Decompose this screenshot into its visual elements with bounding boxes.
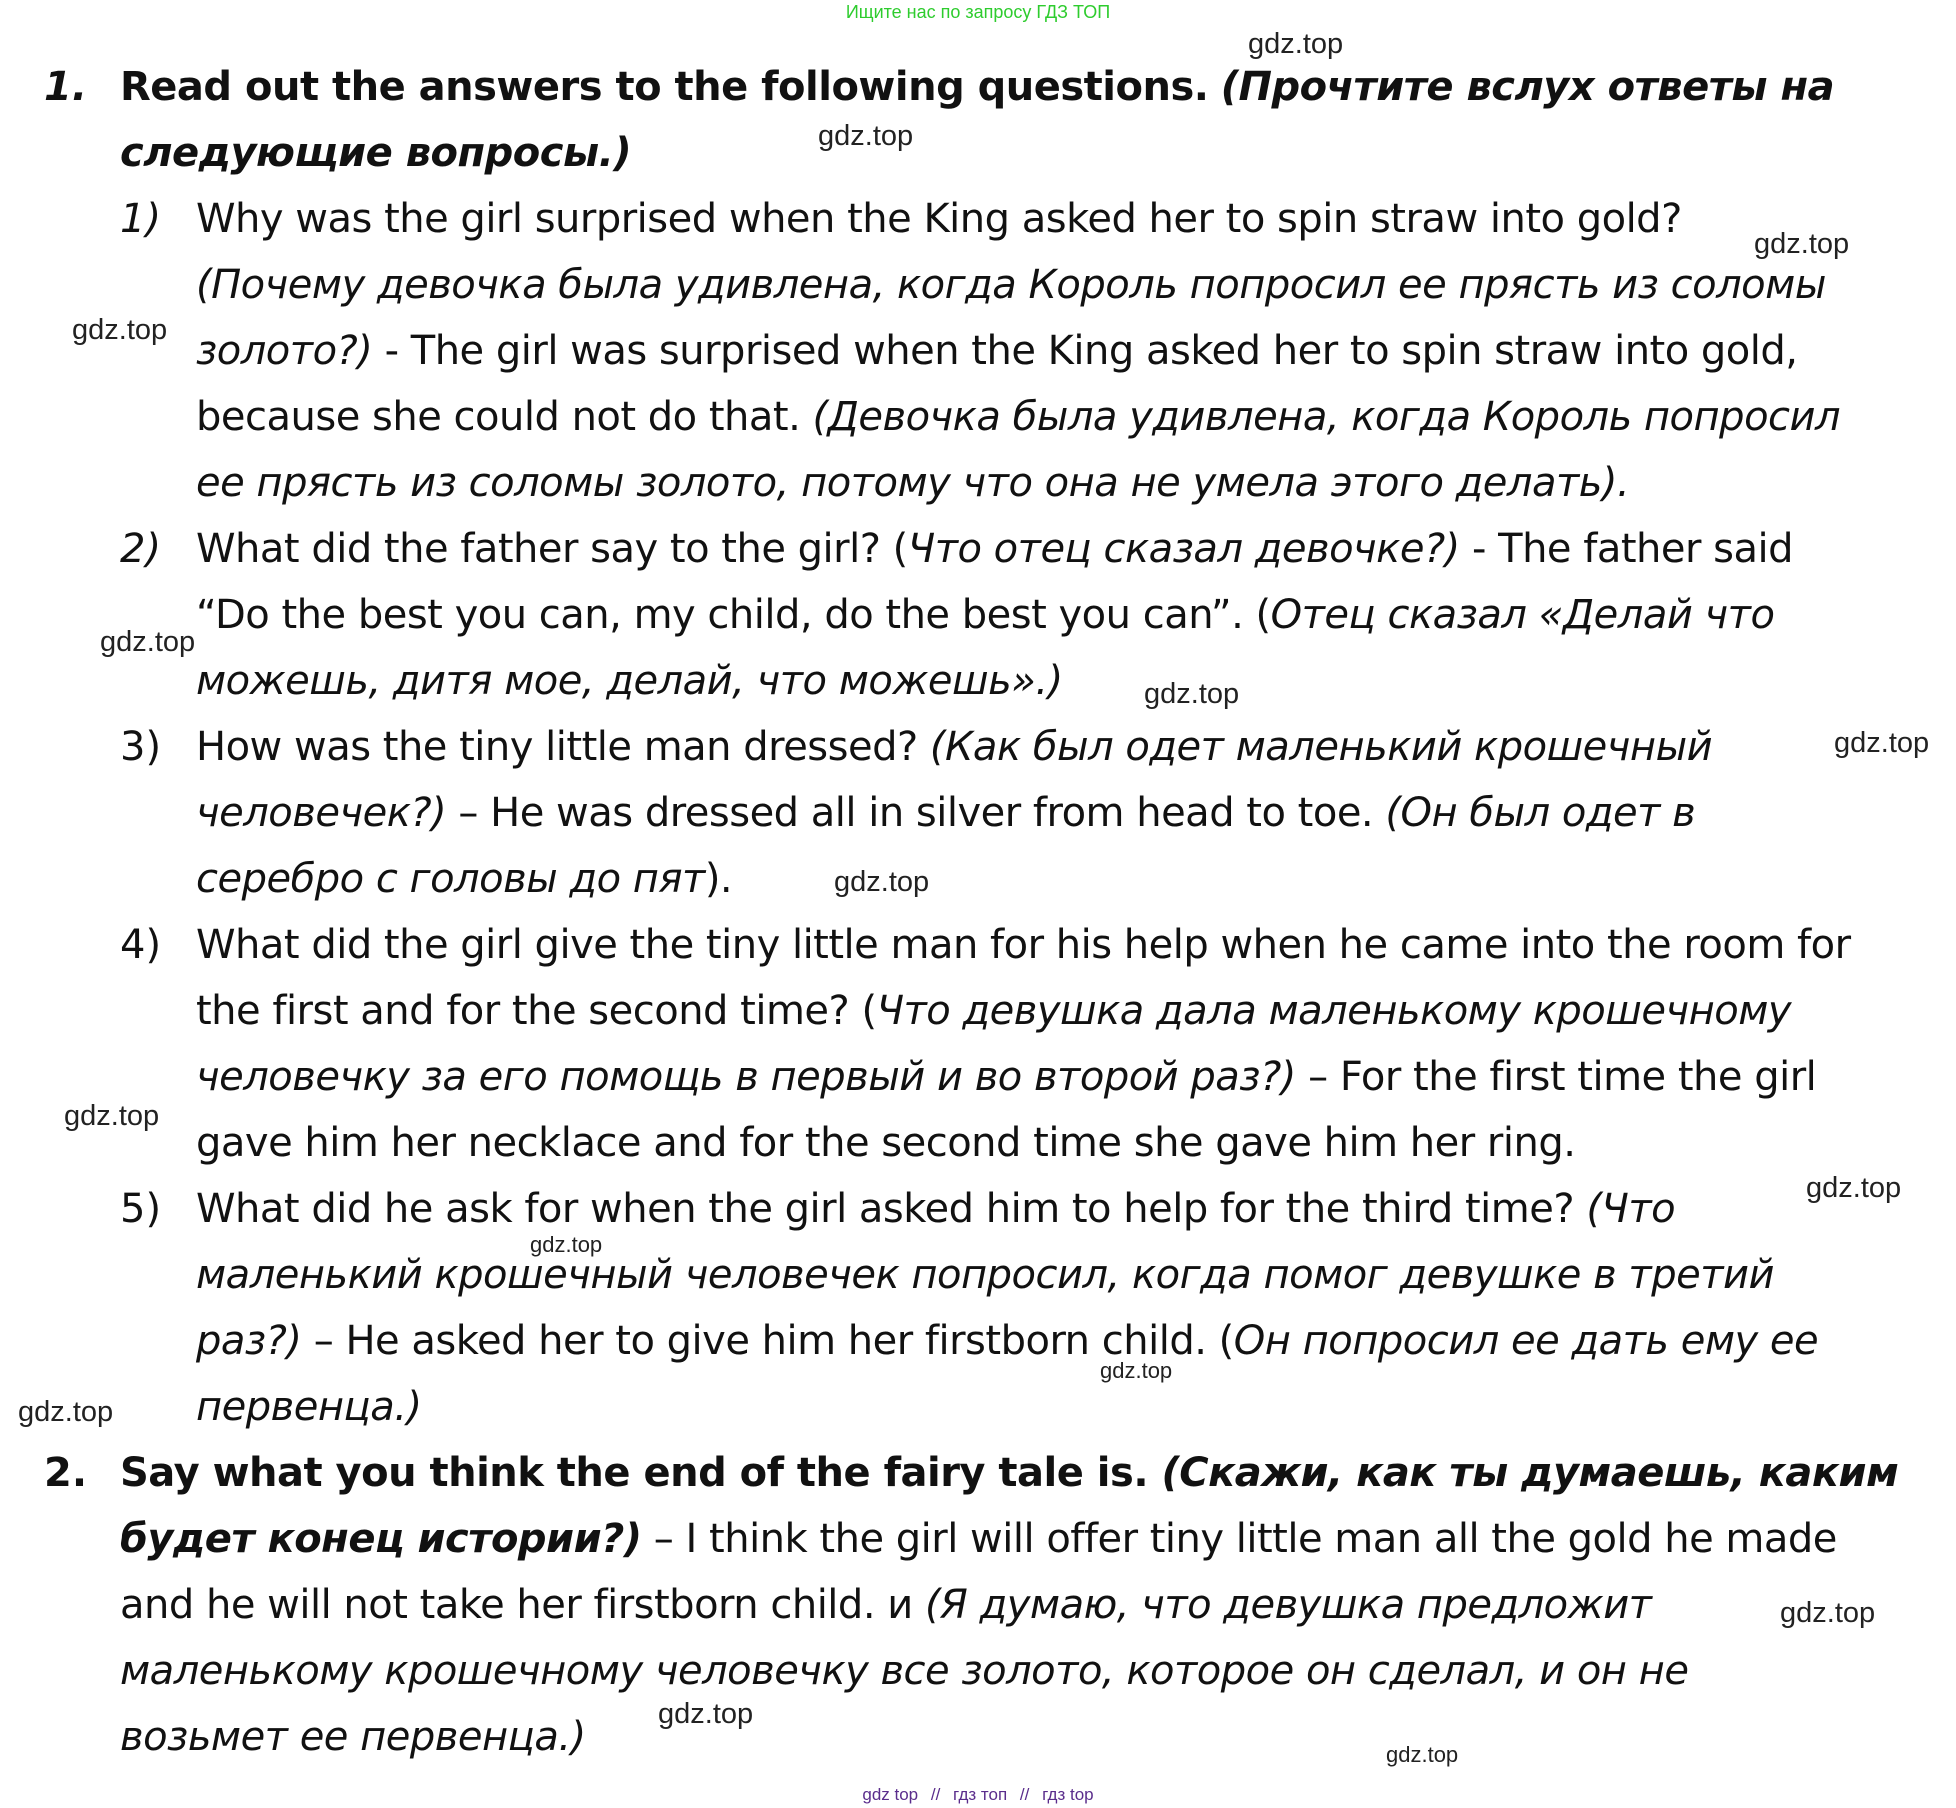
question-translation: (Как был одет маленький крошечный [929,724,1713,770]
watermark: gdz.top [72,314,168,346]
item-number: 3) [120,724,162,770]
item-number: 4) [120,922,162,968]
answer-translation: (Я думаю, что девушка предложит [924,1582,1652,1628]
answer-text: and he will not take her firstborn child. и [120,1582,925,1628]
question-translation: (Почему девочка была удивлена, когда Король попросил ее прясть из соломы [196,262,1826,308]
answer-line [120,1506,1837,1572]
top-banner: Ищите нас по запросу ГДЗ ТОП [845,2,1111,22]
answer-translation: маленькому крошечному человечку все золото, которое он сделал, и он не [120,1648,1689,1694]
task-title-en: Say what you think the end of the fairy tale is. [120,1450,1162,1496]
footer-link[interactable]: gdz top [862,1785,919,1804]
question-line [196,978,1791,1044]
task-title-ru: (Прочтите вслух ответы на [1220,64,1835,110]
footer-links [0,1785,1956,1805]
question-line [196,1176,1675,1242]
answer-text: - The girl was surprised when the King asked her to spin straw into gold, [372,328,1798,374]
answer-text: – For the first time the girl [1295,1054,1817,1100]
watermark: gdz.top [100,626,196,658]
question-translation: Что девушка дала маленькому крошечному [876,988,1792,1034]
watermark: gdz.top [64,1100,160,1132]
question-text: What did the father say to the girl? ( [196,526,908,572]
question-translation: маленький крошечный человечек попросил, когда помог девушке в третий [196,1252,1774,1298]
question-translation-end: золото?) [196,328,373,374]
answer-translation: (Он был одет в [1385,790,1696,836]
question-line [196,516,1793,582]
question-text: How was the tiny little man dressed? [196,724,930,770]
answer-line [196,780,1695,846]
question-line [196,714,1712,780]
footer-separator: // [1019,1785,1030,1804]
task-title-ru-cont: следующие вопросы.) [120,130,632,176]
task-number: 1. [44,64,88,110]
answer-translation: возьмет ее первенца.) [120,1714,586,1760]
footer-link[interactable]: гдз топ [953,1785,1008,1804]
watermark: gdz.top [1834,727,1930,759]
question-text: What did he ask for when the girl asked him to help for the third time? [196,1186,1587,1232]
watermark: gdz.top [1780,1597,1876,1629]
question-translation: (Что [1586,1186,1676,1232]
answer-line [196,582,1774,648]
watermark: gdz.top [18,1396,114,1428]
answer-line [196,846,732,912]
watermark: gdz.top [1100,1358,1173,1383]
answer-end: ). [704,856,733,902]
task-title-en: Read out the answers to the following questions. [120,64,1209,110]
task-number: 2. [44,1450,88,1496]
answer-line [196,1308,1818,1374]
answer-text: – I think the girl will offer tiny little man all the gold he made [641,1516,1837,1562]
watermark: gdz.top [834,866,930,898]
question-translation: человечку за его помощь в первый и во второй раз?) [196,1054,1296,1100]
answer-line [196,1044,1816,1110]
watermark: gdz.top [818,120,914,152]
task-title [120,1440,1898,1506]
answer-text: – He was dressed all in silver from head to toe. [446,790,1386,836]
answer-translation: серебро с головы до пят [196,856,705,902]
footer-separator: // [930,1785,941,1804]
answer-text: gave him her necklace and for the second time she gave him her ring. [196,1120,1576,1166]
answer-text: “Do the best you can, my child, do the best you can”. ( [196,592,1271,638]
question-translation: Что отец сказал девочке?) [907,526,1460,572]
answer-text: – He asked her to give him her firstborn child. ( [301,1318,1234,1364]
answer-line [196,318,1798,384]
task-title-ru: (Скажи, как ты думаешь, каким [1161,1450,1899,1496]
task-title-ru-cont: будет конец истории?) [120,1516,642,1562]
question-translation-end: раз?) [196,1318,302,1364]
watermark: gdz.top [1754,228,1850,260]
question-translation-end: человечек?) [196,790,447,836]
question-text: What did the girl give the tiny little man for his help when he came into the room for [196,922,1851,968]
question-text: the first and for the second time? ( [196,988,877,1034]
question-text: Why was the girl surprised when the King asked her to spin straw into gold? [196,196,1682,242]
answer-translation: Отец сказал «Делай что [1270,592,1775,638]
item-number: 5) [120,1186,162,1232]
answer-translation: можешь, дитя мое, делай, что можешь».) [196,658,1063,704]
item-number: 2) [120,526,162,572]
task-title [120,54,1834,120]
answer-line [120,1572,1651,1638]
answer-line [196,384,1840,450]
answer-text: - The father said [1459,526,1794,572]
watermark: gdz.top [1386,1742,1459,1767]
answer-translation: (Девочка была удивлена, когда Король попросил [812,394,1841,440]
watermark: gdz.top [1806,1172,1902,1204]
footer-link[interactable]: гдз top [1042,1785,1094,1804]
watermark: gdz.top [1144,678,1240,710]
item-number: 1) [120,196,162,242]
watermark: gdz.top [658,1698,754,1730]
answer-translation: ее прясть из соломы золото, потому что она не умела этого делать). [196,460,1630,506]
watermark: gdz.top [1248,28,1344,60]
answer-translation: первенца.) [196,1384,422,1430]
answer-text: because she could not do that. [196,394,813,440]
watermark: gdz.top [530,1232,603,1257]
answer-translation: Он попросил ее дать ему ее [1233,1318,1819,1364]
